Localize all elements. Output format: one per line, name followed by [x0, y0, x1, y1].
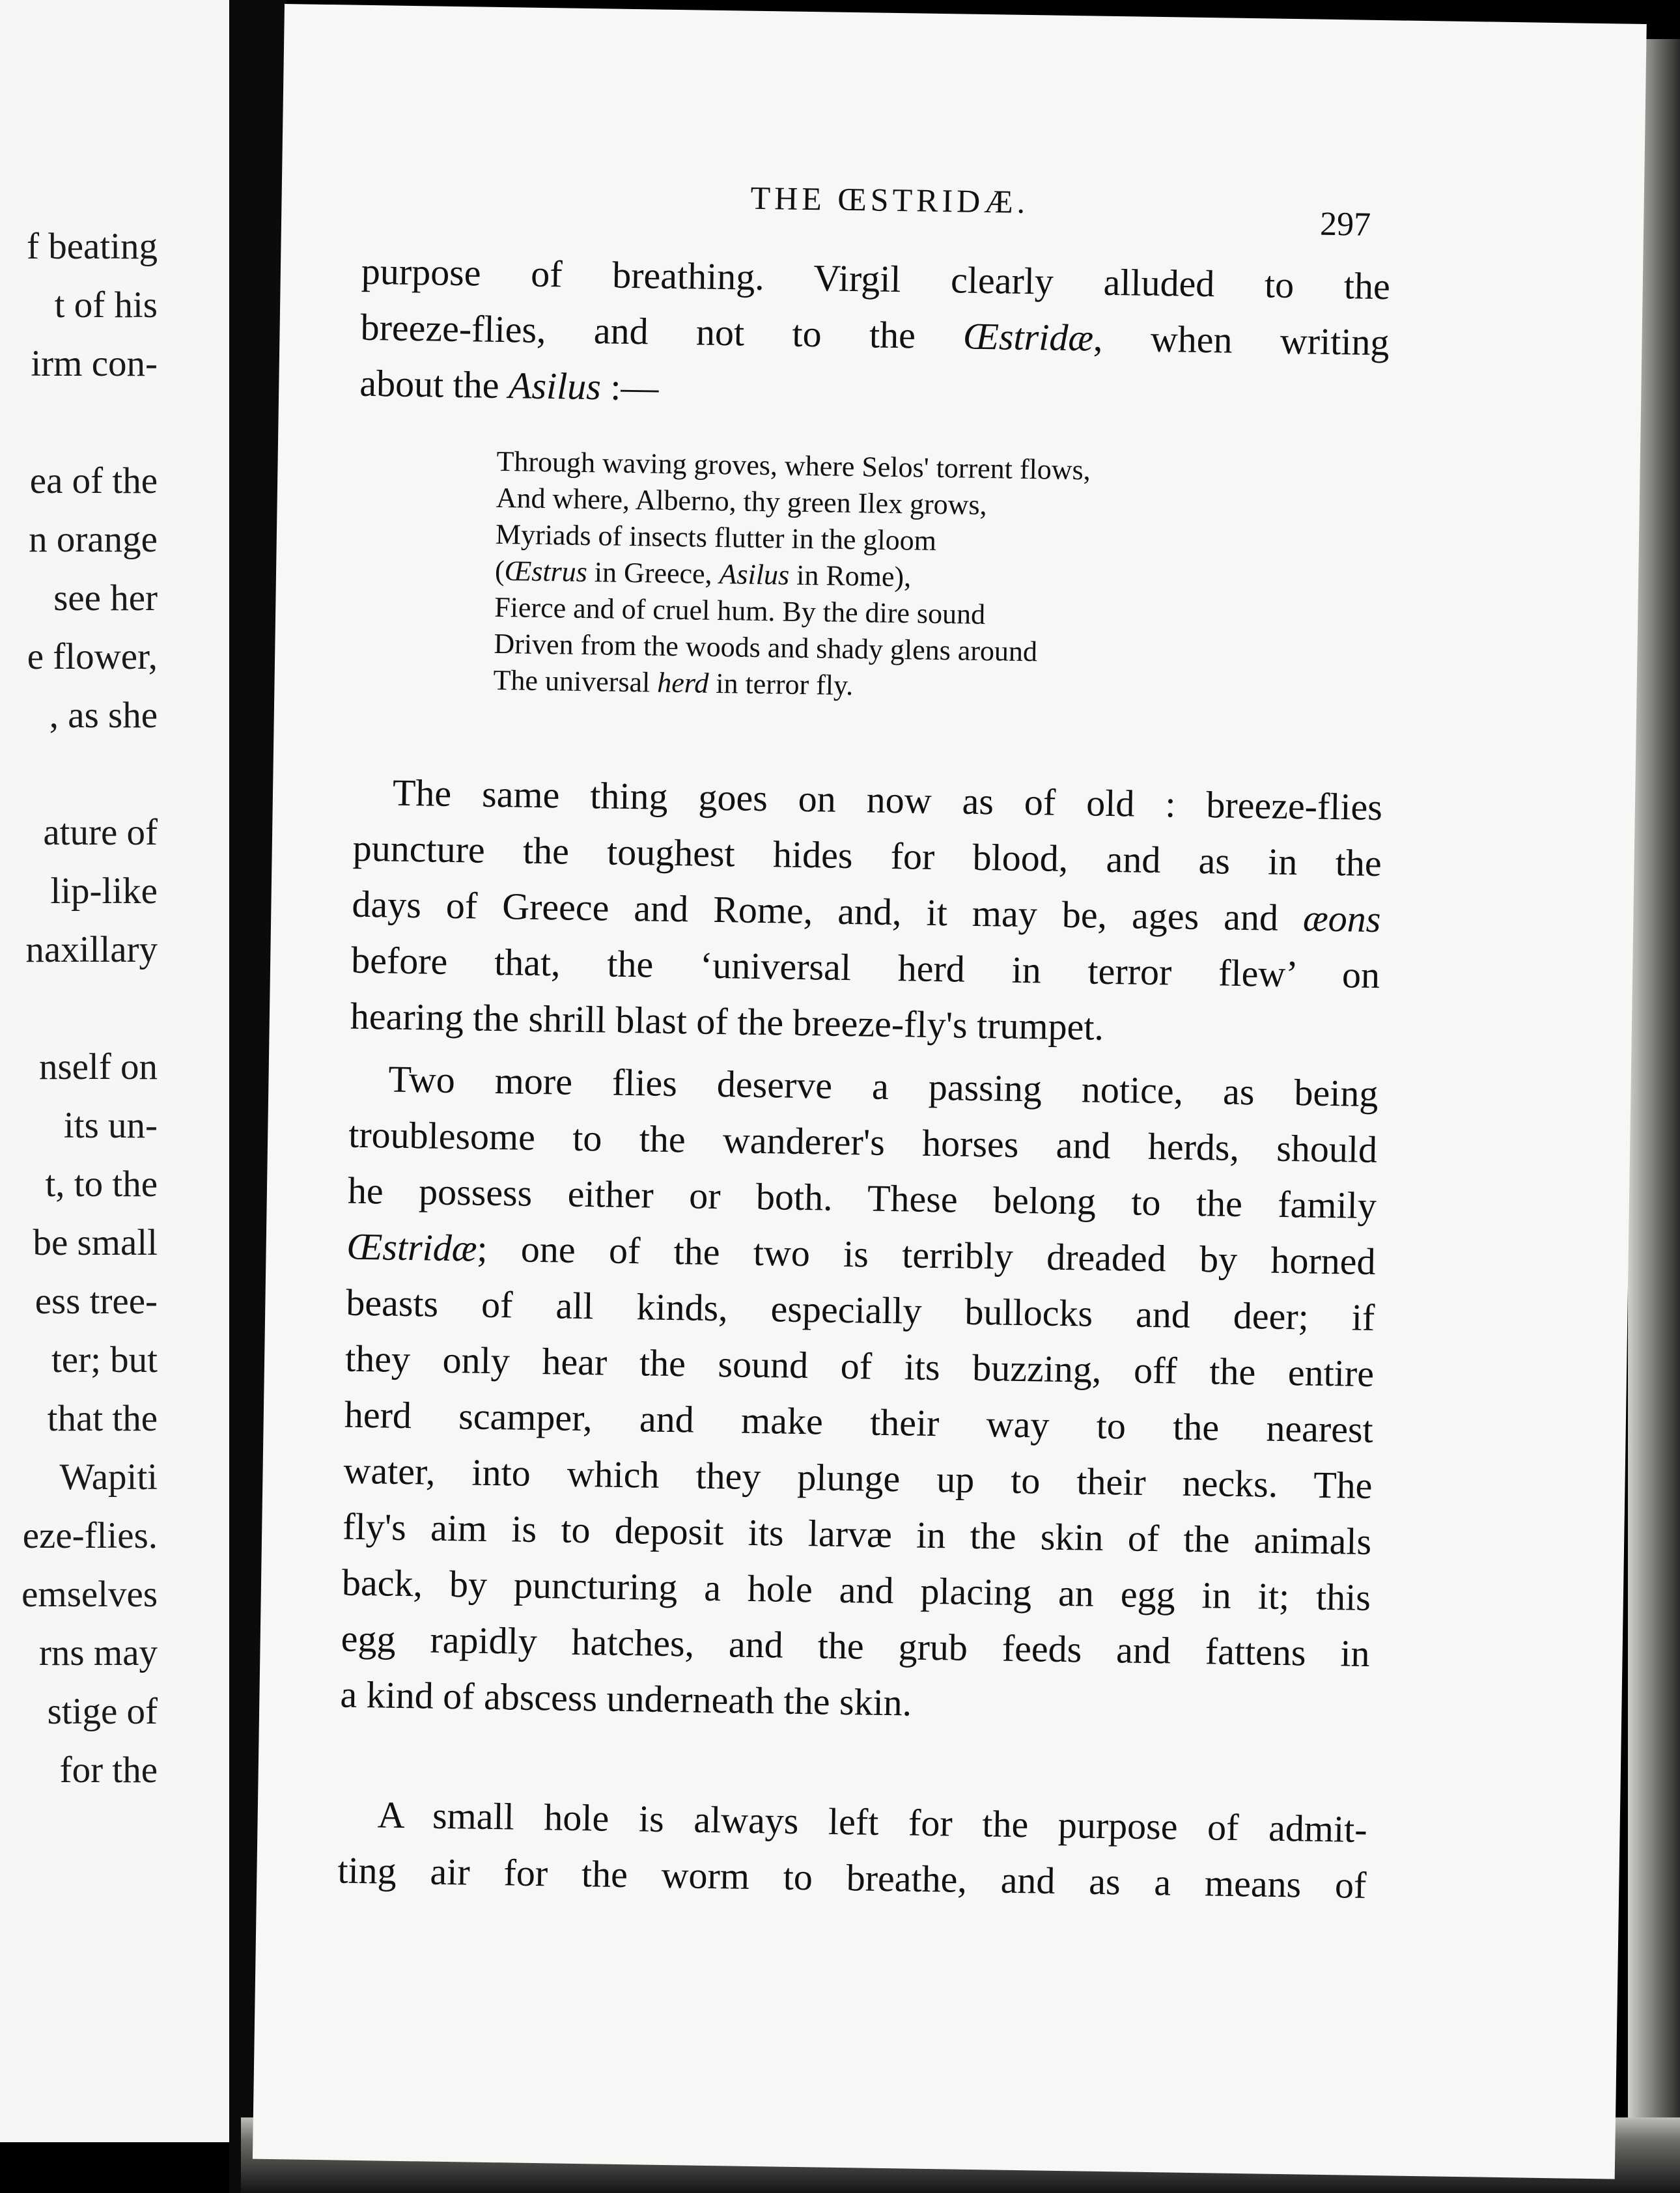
left-page-line: ature of: [43, 812, 158, 853]
text-line: puncture the toughest hides for blood, and as in the: [352, 826, 1382, 885]
text-line: ting air for the worm to breathe, and as a means of: [337, 1849, 1367, 1907]
text-line: herd scamper, and make their way to the nearest: [344, 1393, 1374, 1451]
italic-term: Œstridæ: [962, 314, 1094, 359]
paragraph-4: [337, 1787, 1367, 1914]
left-page-line: its un-: [63, 1105, 158, 1146]
text-line: they only hear the sound of its buzzing, off the entire: [344, 1337, 1375, 1395]
paragraph-2: [350, 764, 1382, 1059]
text-line: purpose of breathing. Virgil clearly alluded to the: [361, 249, 1391, 308]
text-line: troublesome to the wanderer's horses and herds, should: [348, 1113, 1378, 1171]
verse-line: Fierce and of cruel hum. By the dire sound: [494, 591, 986, 631]
left-page-line: nself on: [38, 1046, 158, 1087]
left-page-line: ess tree-: [35, 1281, 158, 1322]
italic-term: Œstridæ: [346, 1225, 477, 1270]
text-line: a kind of abscess underneath the skin.: [340, 1673, 912, 1724]
left-page-line: eze-flies.: [22, 1515, 158, 1556]
text-line: fly's aim is to deposit its larvæ in the skin of the animals: [342, 1505, 1372, 1563]
left-page-line: , as she: [49, 695, 158, 736]
text-line: he possess either or both. These belong to the family: [347, 1169, 1377, 1227]
left-page-line: for the: [59, 1750, 158, 1791]
verse-line: Through waving groves, where Selos' torrent flows,: [496, 445, 1091, 486]
verse-quotation: [493, 443, 1226, 710]
text-line: back, by puncturing a hole and placing an egg in it; this: [341, 1561, 1371, 1619]
left-page-line: f beating: [26, 226, 158, 267]
running-head: THE ŒSTRIDÆ.: [750, 179, 1029, 220]
left-page-line: Wapiti: [59, 1457, 158, 1498]
left-page-line: ter; but: [51, 1339, 158, 1380]
left-page-line: stige of: [47, 1691, 158, 1732]
text-line: water, into which they plunge up to their necks. The: [343, 1449, 1373, 1507]
verse-line: Driven from the woods and shady glens around: [494, 627, 1038, 668]
text-line: days of Greece and Rome, and, it may be, ages and æons: [352, 882, 1381, 941]
text-line: hearing the shrill blast of the breeze-fly's trumpet.: [350, 994, 1104, 1048]
text-line: egg rapidly hatches, and the grub feeds and fattens in: [341, 1617, 1371, 1675]
left-page-line: see her: [53, 578, 158, 619]
verse-line: And where, Alberno, thy green Ilex grows,: [496, 481, 987, 522]
left-page-line: lip-like: [50, 871, 158, 912]
text-line: Œstridæ; one of the two is terribly dreaded by horned: [346, 1225, 1377, 1283]
left-page-line: t of his: [54, 285, 158, 326]
left-page-line: ea of the: [29, 460, 158, 501]
italic-term: æons: [1302, 897, 1381, 941]
paragraph-3: [340, 1051, 1379, 1738]
left-page-line: t, to the: [45, 1164, 158, 1205]
verse-line: Myriads of insects flutter in the gloom: [495, 518, 937, 557]
verse-line: The universal herd in terror fly.: [493, 663, 854, 702]
text-line: beasts of all kinds, especially bullocks and deer; if: [345, 1281, 1375, 1339]
left-page-line: rns may: [38, 1632, 158, 1673]
facing-page-left: [0, 0, 231, 2142]
left-page-line: irm con-: [31, 343, 158, 384]
opening-paragraph: [359, 244, 1391, 426]
left-page-line: e flower,: [27, 636, 158, 677]
left-page-line: that the: [47, 1398, 158, 1439]
text-line: The same thing goes on now as of old : breeze-flies: [392, 771, 1383, 829]
italic-term: Asilus: [508, 364, 602, 408]
text-line: Two more flies deserve a passing notice, as being: [388, 1057, 1379, 1115]
left-page-line: n orange: [29, 519, 158, 560]
text-line: A small hole is always left for the purpose of admit-: [377, 1793, 1368, 1851]
text-line: before that, the ‘universal herd in terror flew’ on: [350, 938, 1380, 997]
text-line: breeze-flies, and not to the Œstridæ, when writing: [360, 305, 1390, 364]
verse-line: (Œstrus in Greece, Asilus in Rome),: [494, 554, 912, 593]
left-page-line: emselves: [21, 1574, 158, 1615]
text-line: about the Asilus :—: [359, 361, 659, 409]
page-number: 297: [1319, 205, 1371, 244]
book-page-297: [253, 4, 1647, 2179]
left-page-line: naxillary: [25, 929, 158, 970]
left-page-line: be small: [33, 1222, 158, 1263]
